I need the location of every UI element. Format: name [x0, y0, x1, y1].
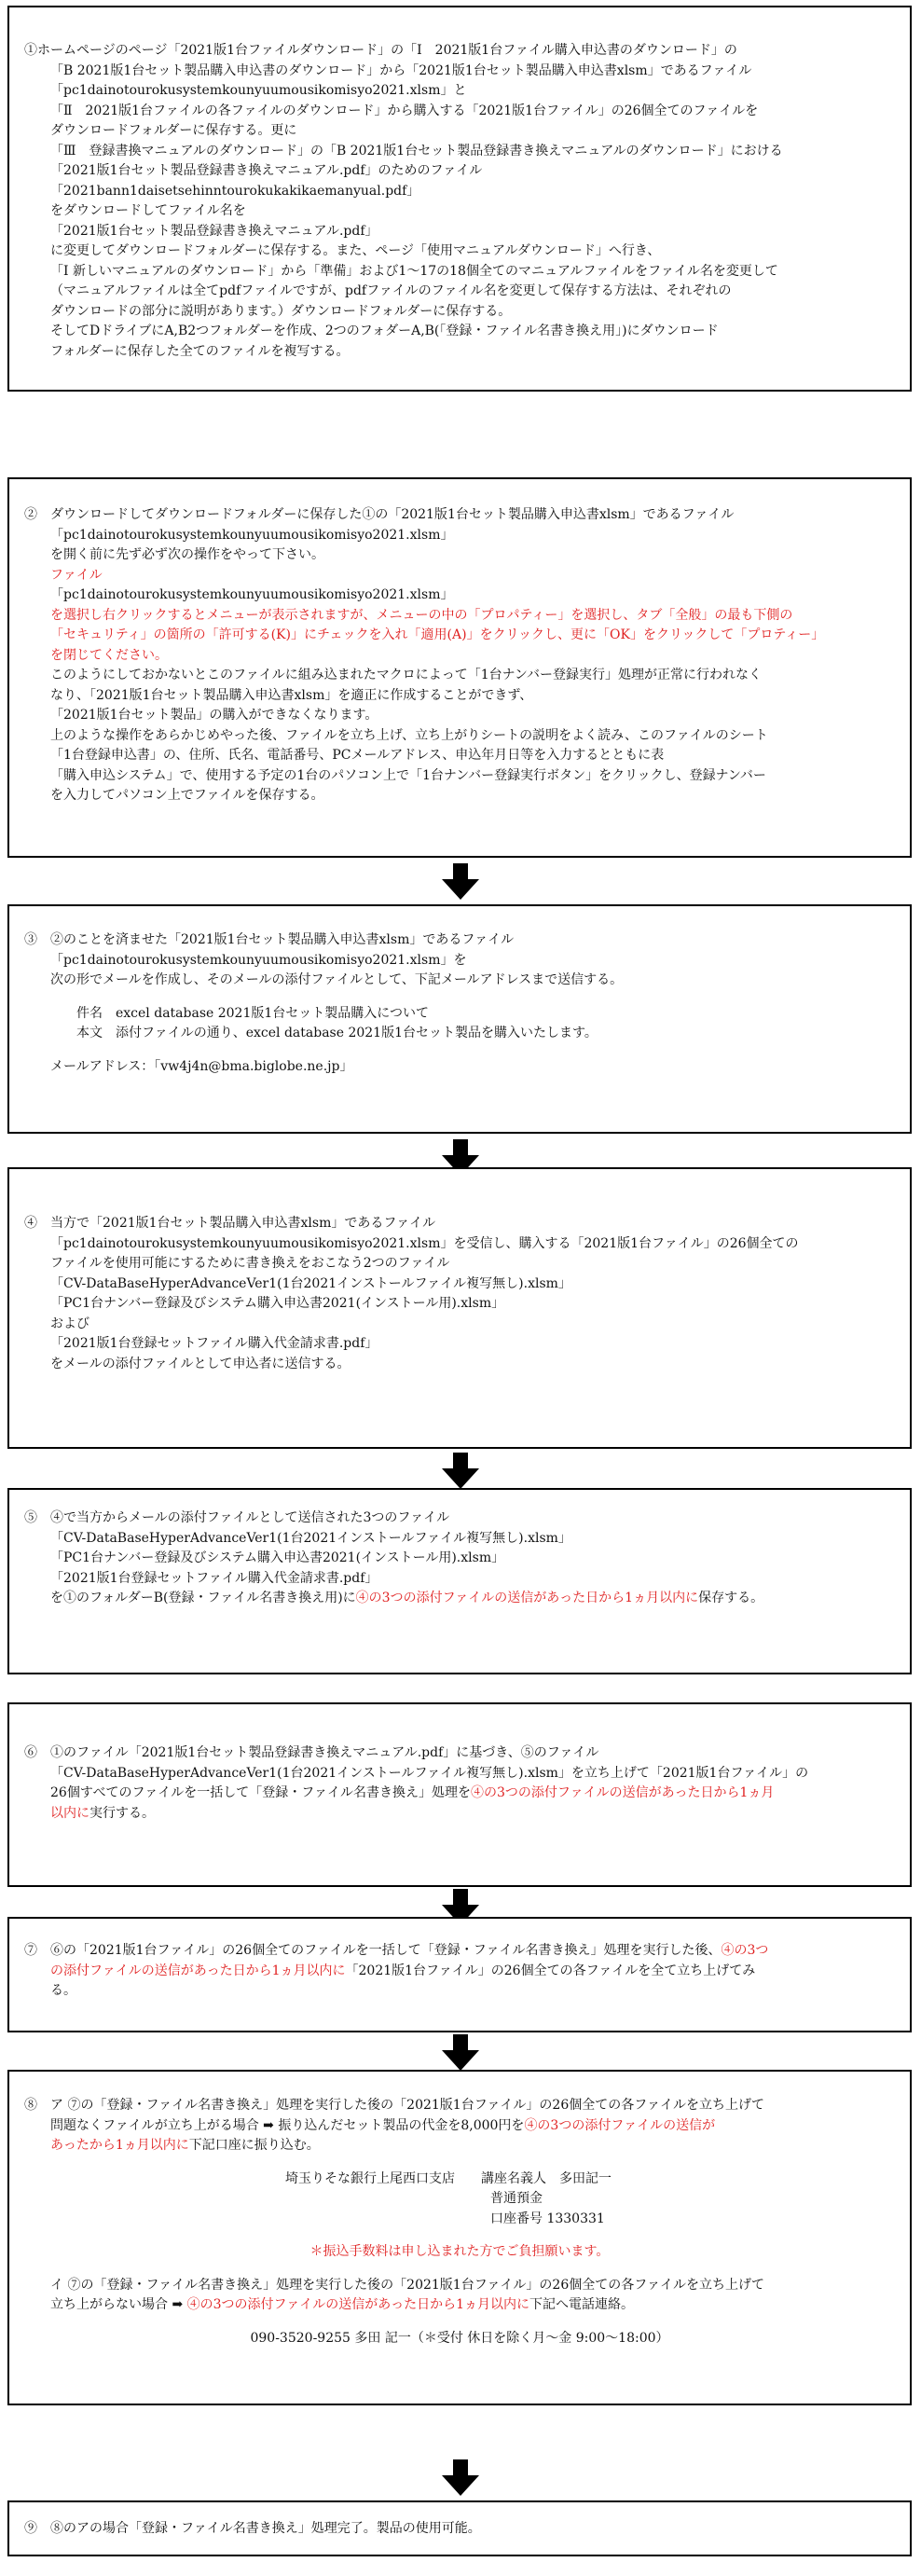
step-5-line: 「CV-DataBaseHyperAdvanceVer1(1台2021インストールファイル複写無し).xlsm」: [50, 1530, 571, 1546]
step-8-a-line3-black: 下記口座に振り込む。: [188, 2138, 320, 2153]
step-1-line: ダウンロードの部分に説明があります。）ダウンロードフォルダーに保存する。: [50, 303, 512, 319]
step-7-line: [24, 1941, 895, 1962]
step-8-i-line2-end: 下記へ電話連絡。: [529, 2297, 635, 2312]
bank-account-number: 口座番号 1330331: [490, 2211, 605, 2226]
step-1-box: [7, 6, 912, 392]
step-4-line: 「pc1dainotourokusystemkounyuumousikomisyo2021.xlsm」を受信し、購入する「2021版1台ファイル」の26個全ての: [50, 1235, 799, 1251]
step-3-line: 「pc1dainotourokusystemkounyuumousikomisyo2021.xlsm」を: [50, 952, 467, 968]
step-7-line: [24, 1962, 895, 1982]
step-3-line: ③ ②のことを済ませた「2021版1台セット製品購入申込書xlsm」であるファイル: [24, 932, 515, 947]
step-4-box: [7, 1167, 912, 1449]
bank-line: [24, 2189, 895, 2210]
step-6-line: [24, 1784, 895, 1804]
step-5-box: [7, 1488, 912, 1674]
step-7-line2-black: 「2021版1台ファイル」の26個全ての各ファイルを全て立ち上げてみ: [345, 1963, 756, 1978]
step-4-line: ファイルを使用可能にするために書き換えをおこなう2つのファイル: [50, 1256, 450, 1271]
step-4-line: をメールの添付ファイルとして申込者に送信する。: [50, 1356, 351, 1371]
step-2-red-line: を選択し右クリックするとメニューが表示されますが、メニューの中の「プロパティー」を選択し、タブ「全般」の最も下側の: [50, 607, 793, 623]
step-8-a-line: ⑧ ア ⑦の「登録・ファイル名書き換え」処理を実行した後の「2021版1台ファイル」の26個全ての各ファイルを立ち上げて: [24, 2098, 764, 2113]
step-8-i-line2-black: 立ち上がらない場合 ➡: [50, 2297, 187, 2312]
step-4-line: および: [50, 1316, 89, 1331]
step-1-line: ダウンロードフォルダーに保存する。更に: [50, 123, 297, 138]
step-5-line: 「PC1台ナンバー登録及びシステム購入申込書2021(インストール用).xlsm」: [50, 1550, 505, 1565]
step-4-line: 「CV-DataBaseHyperAdvanceVer1(1台2021インストールファイル複写無し).xlsm」: [50, 1275, 571, 1291]
step-3-box: [7, 904, 912, 1134]
step-2-line: なり、「2021版1台セット製品購入申込書xlsm」を適正に作成することができず、: [50, 687, 533, 703]
step-1-line: 「B 2021版1台セット製品購入申込書のダウンロード」から「2021版1台セット製品購入申込書xlsm」であるファイル: [50, 62, 752, 78]
bank-line: [24, 2210, 895, 2230]
step-2-line: 「1台登録申込書」の、住所、氏名、電話番号、PCメールアドレス、申込年月日等を入力するとともに表: [50, 748, 665, 763]
step-8-a-line: [24, 2116, 895, 2137]
step-6-line: 「CV-DataBaseHyperAdvanceVer1(1台2021インストールファイル複写無し).xlsm」を立ち上げて「2021版1台ファイル」の: [50, 1765, 809, 1781]
step-6-deadline-end: 以内に: [50, 1805, 89, 1821]
step-8-i-line: イ ⑦の「登録・ファイル名書き換え」処理を実行した後の「2021版1台ファイル」の26個全ての各ファイルを立ち上げて: [50, 2277, 764, 2293]
bank-line: [24, 2170, 895, 2190]
step-8-i-deadline: ④の3つの添付ファイルの送信があった日から1ヵ月以内に: [186, 2297, 530, 2312]
step-9-box: [7, 2500, 912, 2556]
step-6-deadline: ④の3つの添付ファイルの送信があった日から1ヵ月: [470, 1785, 775, 1800]
step-2-line: 上のような操作をあらかじめやった後、ファイルを立ち上げ、立ち上がりシートの説明をよく読み、このファイルのシート: [50, 727, 768, 743]
step-2-line: このようにしておかないとこのファイルに組み込まれたマクロによって「1台ナンバー登録実行」処理が正常に行われなく: [50, 668, 762, 682]
step-8-i-line: [24, 2295, 895, 2316]
step-3-line: 次の形でメールを作成し、そのメールの添付ファイルとして、下記メールアドレスまで送信する。: [50, 972, 624, 987]
step-5-last-line: [24, 1589, 895, 1609]
step-5-line: ⑤ ④で当方からメールの添付ファイルとして送信された3つのファイル: [24, 1510, 450, 1525]
step-1-line: ①ホームページのページ「2021版1台ファイルダウンロード」の「Ⅰ 2021版1台ファイル購入申込書のダウンロード」の: [24, 43, 737, 58]
step-5-line: 「2021版1台登録セットファイル購入代金請求書.pdf」: [50, 1570, 378, 1586]
step-8-a-line2-black: 問題なくファイルが立ち上がる場合 ➡ 振り込んだセット製品の代金を8,000円を: [50, 2117, 525, 2133]
step-6-line: ⑥ ①のファイル「2021版1台セット製品登録書き換えマニュアル.pdf」に基づき、⑤のファイル: [24, 1745, 599, 1760]
step-5-deadline: ④の3つの添付ファイルの送信があった日から1ヵ月以内に: [355, 1591, 699, 1605]
step-2-line: 「pc1dainotourokusystemkounyuumousikomisyo2021.xlsm」: [50, 527, 454, 543]
step-8-a-line: [24, 2136, 895, 2156]
step-1-line: 「Ⅰ 新しいマニュアルのダウンロード」から「準備」および1～17の18個全てのマニュアルファイルをファイル名を変更して: [50, 263, 778, 279]
mail-subject: 件名 excel database 2021版1台セット製品購入について: [76, 1005, 429, 1021]
step-5-last-black: を①のフォルダーB(登録・ファイル名書き換え用)に: [50, 1591, 356, 1605]
step-2-line: 「購入申込システム」で、使用する予定の1台のパソコン上で「1台ナンバー登録実行ボタン」をクリックし、登録ナンバー: [50, 767, 766, 783]
step-2-line: を入力してパソコン上でファイルを保存する。: [50, 788, 324, 803]
step-2-line: を開く前に先ず必ず次の操作をやって下さい。: [50, 547, 324, 562]
step-5-last-end: 保存する。: [698, 1591, 764, 1605]
step-7-deadline: の添付ファイルの送信があった日から1ヵ月以内に: [50, 1963, 346, 1978]
step-7-line: る。: [50, 1983, 76, 1998]
step-2-red-line: 「セキュリティ」の箇所の「許可する(K)」にチェックを入れ「適用(A)」をクリックし、更に「OK」をクリックして「プロティー」: [50, 627, 825, 642]
step-7-line1-red: ④の3つ: [721, 1943, 769, 1958]
step-8-a-deadline: ④の3つの添付ファイルの送信が: [524, 2117, 716, 2133]
mail-address: メールアドレス：「vw4j4n@bma.biglobe.ne.jp」: [50, 1058, 353, 1074]
step-9-text: ⑨ ⑧のアの場合「登録・ファイル名書き換え」処理完了。製品の使用可能。: [24, 2521, 481, 2536]
step-6-line: [24, 1804, 895, 1825]
step-2-red-line: を閉じてください。: [50, 647, 168, 663]
contact-phone: 090-3520-9255 多田 記一（＊受付 休日を除く月～金 9:00～18:00）: [250, 2330, 669, 2346]
step-1-line: をダウンロードしてファイル名を: [50, 203, 246, 218]
mail-body: 本文 添付ファイルの通り、excel database 2021版1台セット製品を購入いたします。: [76, 1026, 598, 1040]
step-1-line: に変更してダウンロードフォルダーに保存する。また、ページ「使用マニュアルダウンロード」へ行き、: [50, 243, 661, 258]
step-1-line: 「2021版1台セット製品登録書き換えマニュアル.pdf」: [50, 223, 378, 239]
step-1-line: 「2021bann1daisetsehinntourokukakikaemanyual.pdf」: [50, 183, 420, 199]
step-6-line3-black: 26個すべてのファイルを一括して「登録・ファイル名書き換え」処理を: [50, 1785, 471, 1800]
step-1-line: 「Ⅱ 2021版1台ファイルの各ファイルのダウンロード」から購入する「2021版1台ファイル」の26個全てのファイルを: [50, 103, 759, 118]
step-2-box: [7, 477, 912, 858]
step-2-line: ② ダウンロードしてダウンロードフォルダーに保存した①の「2021版1台セット製品購入申込書xlsm」であるファイル: [24, 507, 735, 522]
step-8-a-deadline-end: あったから1ヵ月以内に: [50, 2138, 189, 2153]
step-1-line: 「2021版1台セット製品登録書き換えマニュアル.pdf」のためのファイル: [50, 163, 483, 178]
step-2-line: 「2021版1台セット製品」の購入ができなくなります。: [50, 708, 378, 723]
step-1-line: 「pc1dainotourokusystemkounyuumousikomisyo2021.xlsm」と: [50, 83, 467, 98]
step-7-box: [7, 1917, 912, 2032]
bank-account-type: 普通預金: [490, 2191, 543, 2206]
step-6-line4-black: 実行する。: [89, 1805, 155, 1821]
step-1-line: フォルダーに保存した全てのファイルを複写する。: [50, 343, 350, 359]
step-1-line: 「Ⅲ 登録書換マニュアルのダウンロード」の「B 2021版1台セット製品登録書き換えマニュアルのダウンロード」における: [50, 143, 783, 158]
down-arrow-icon: [442, 2459, 479, 2497]
step-2-red-label: ファイル: [50, 567, 103, 583]
bank-holder: 講座名義人 多田記一: [481, 2170, 612, 2186]
bank-branch: 埼玉りそな銀行上尾西口支店: [285, 2170, 455, 2186]
transfer-fee-note: ＊振込手数料は申し込まれた方でご負担願います。: [309, 2244, 610, 2259]
down-arrow-icon: [442, 1453, 479, 1490]
step-8-box: [7, 2070, 912, 2405]
step-2-filename: 「pc1dainotourokusystemkounyuumousikomisyo2021.xlsm」: [50, 587, 454, 602]
step-1-line: そしてDドライブにA,B2つフォルダーを作成、2つのフォダーA,B(「登録・ファイル名書き換え用」)にダウンロード: [50, 324, 719, 338]
step-4-line: 「PC1台ナンバー登録及びシステム購入申込書2021(インストール用).xlsm」: [50, 1296, 505, 1311]
step-1-line: （マニュアルファイルは全てpdfファイルですが、pdfファイルのファイル名を変更して保存する方法は、それぞれの: [50, 283, 732, 298]
step-7-line1-black: ⑦ ⑥の「2021版1台ファイル」の26個全てのファイルを一括して「登録・ファイル名書き換え」処理を実行した後、: [24, 1943, 722, 1958]
down-arrow-icon: [442, 2034, 479, 2072]
step-4-line: 「2021版1台登録セットファイル購入代金請求書.pdf」: [50, 1336, 378, 1351]
step-6-box: [7, 1702, 912, 1887]
down-arrow-icon: [442, 863, 479, 901]
step-4-line: ④ 当方で「2021版1台セット製品購入申込書xlsm」であるファイル: [24, 1216, 436, 1231]
